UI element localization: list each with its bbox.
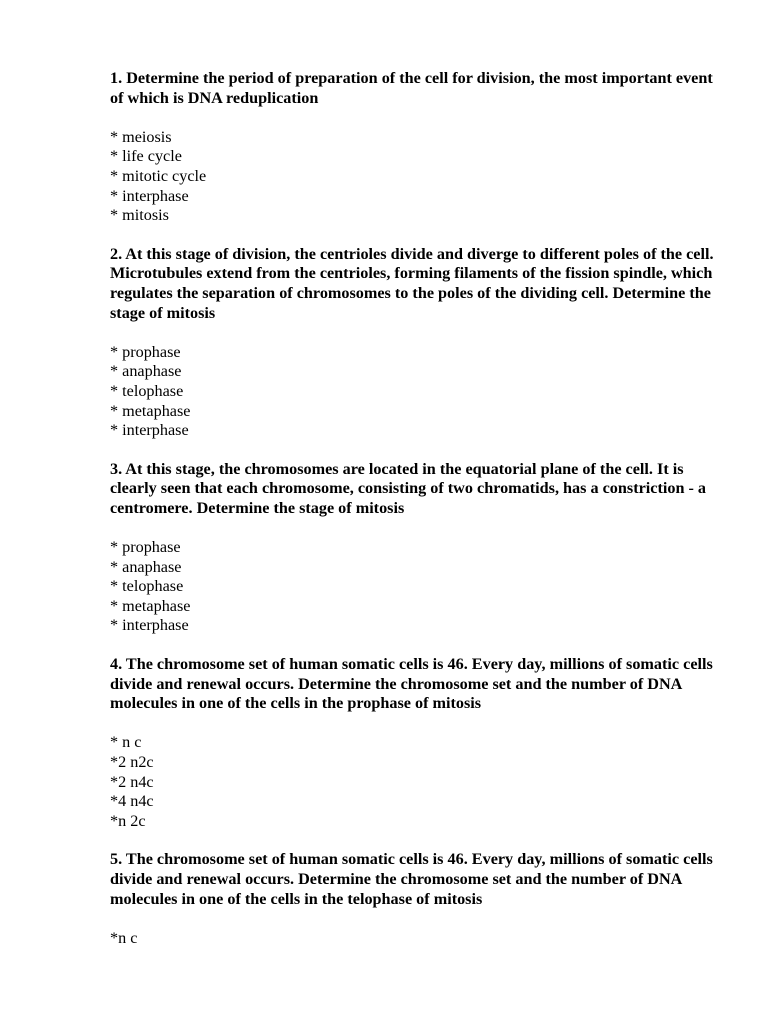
answer-option: * interphase: [110, 616, 189, 635]
question-5: [110, 850, 722, 948]
question-2: [110, 245, 722, 441]
document-page: [110, 69, 722, 967]
answer-options: [110, 343, 722, 441]
answer-options: [110, 538, 722, 636]
answer-options: [110, 929, 722, 949]
answer-option: * interphase: [110, 421, 189, 440]
answer-option: * telophase: [110, 577, 184, 596]
answer-option: * mitotic cycle: [110, 166, 207, 185]
answer-option: *2 n4c: [110, 772, 154, 791]
answer-option: * metaphase: [110, 596, 191, 615]
question-text: 4. The chromosome set of human somatic cells is 46. Every day, millions of somatic cells divide and renewal occurs. Determine the chromosome set and the number of DNA molecules in one of the cells in the prophase of mitosis: [110, 655, 713, 713]
answer-option: * metaphase: [110, 401, 191, 420]
question-4: [110, 655, 722, 831]
question-text: 3. At this stage, the chromosomes are located in the equatorial plane of the cell. It is clearly seen that each chromosome, consisting of two chromatids, has a constriction - a centromere. Determine the stage of mitosis: [110, 459, 707, 517]
answer-option: * n c: [110, 733, 142, 752]
question-text: 2. At this stage of division, the centrioles divide and diverge to different poles of the cell. Microtubules extend from the centrioles, forming filaments of the fission spindle, which regulates the separation of chromosomes to the poles of the dividing cell. Determine the stage of mitosis: [110, 244, 714, 322]
question-3: [110, 460, 722, 636]
question-1: [110, 69, 722, 226]
answer-option: * interphase: [110, 186, 189, 205]
answer-option: * life cycle: [110, 147, 182, 166]
answer-option: * anaphase: [110, 362, 182, 381]
answer-option: * anaphase: [110, 557, 182, 576]
answer-options: [110, 733, 722, 831]
answer-option: *2 n2c: [110, 753, 154, 771]
question-text: 5. The chromosome set of human somatic cells is 46. Every day, millions of somatic cells divide and renewal occurs. Determine the chromosome set and the number of DNA molecules in one of the cells in the telophase of mitosis: [110, 850, 713, 908]
answer-option: *4 n4c: [110, 792, 154, 811]
answer-option: *n c: [110, 928, 138, 947]
answer-option: * telophase: [110, 381, 184, 400]
answer-options: [110, 128, 722, 226]
answer-option: *n 2c: [110, 811, 146, 830]
answer-option: * meiosis: [110, 127, 172, 146]
answer-option: * mitosis: [110, 206, 169, 225]
answer-option: * prophase: [110, 342, 181, 361]
question-text: 1. Determine the period of preparation of the cell for division, the most important event of which is DNA reduplication: [110, 69, 713, 107]
answer-option: * prophase: [110, 538, 181, 557]
